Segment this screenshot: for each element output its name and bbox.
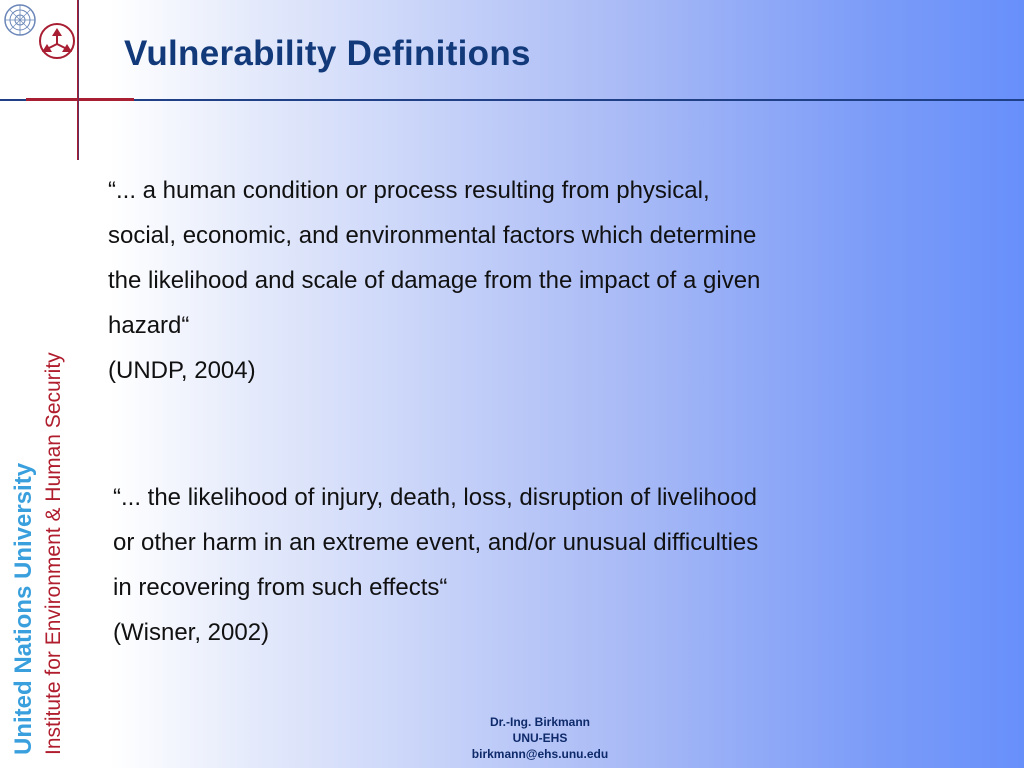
un-emblem-logo bbox=[3, 3, 37, 37]
quote-line: social, economic, and environmental factors which determine bbox=[108, 222, 757, 249]
quote-source: (Wisner, 2002) bbox=[113, 619, 270, 646]
footer-author: Dr.-Ing. Birkmann bbox=[489, 715, 590, 729]
quote-line: “... the likelihood of injury, death, loss, disruption of livelihood bbox=[113, 484, 757, 511]
quote-line: “... a human condition or process resulting from physical, bbox=[108, 177, 710, 204]
vertical-divider bbox=[78, 0, 79, 160]
quote-line: the likelihood and scale of damage from the impact of a given bbox=[108, 267, 761, 294]
quote-source: (UNDP, 2004) bbox=[108, 357, 256, 384]
footer-credit bbox=[440, 714, 640, 762]
quote-line: in recovering from such effects“ bbox=[113, 574, 448, 601]
institute-name: Institute for Environment & Human Security bbox=[42, 352, 65, 755]
footer-org: UNU-EHS bbox=[512, 731, 568, 745]
footer-email[interactable]: birkmann@ehs.unu.edu bbox=[471, 747, 609, 761]
university-name: United Nations University bbox=[10, 462, 37, 755]
slide-title: Vulnerability Definitions bbox=[124, 34, 531, 73]
quote-line: hazard“ bbox=[108, 312, 190, 339]
header-accent-rule bbox=[26, 98, 134, 101]
unu-logo bbox=[38, 22, 76, 60]
quote-wisner bbox=[113, 475, 983, 655]
quote-undp bbox=[108, 168, 988, 393]
quote-line: or other harm in an extreme event, and/or unusual difficulties bbox=[113, 529, 759, 556]
header-divider bbox=[0, 99, 1024, 101]
